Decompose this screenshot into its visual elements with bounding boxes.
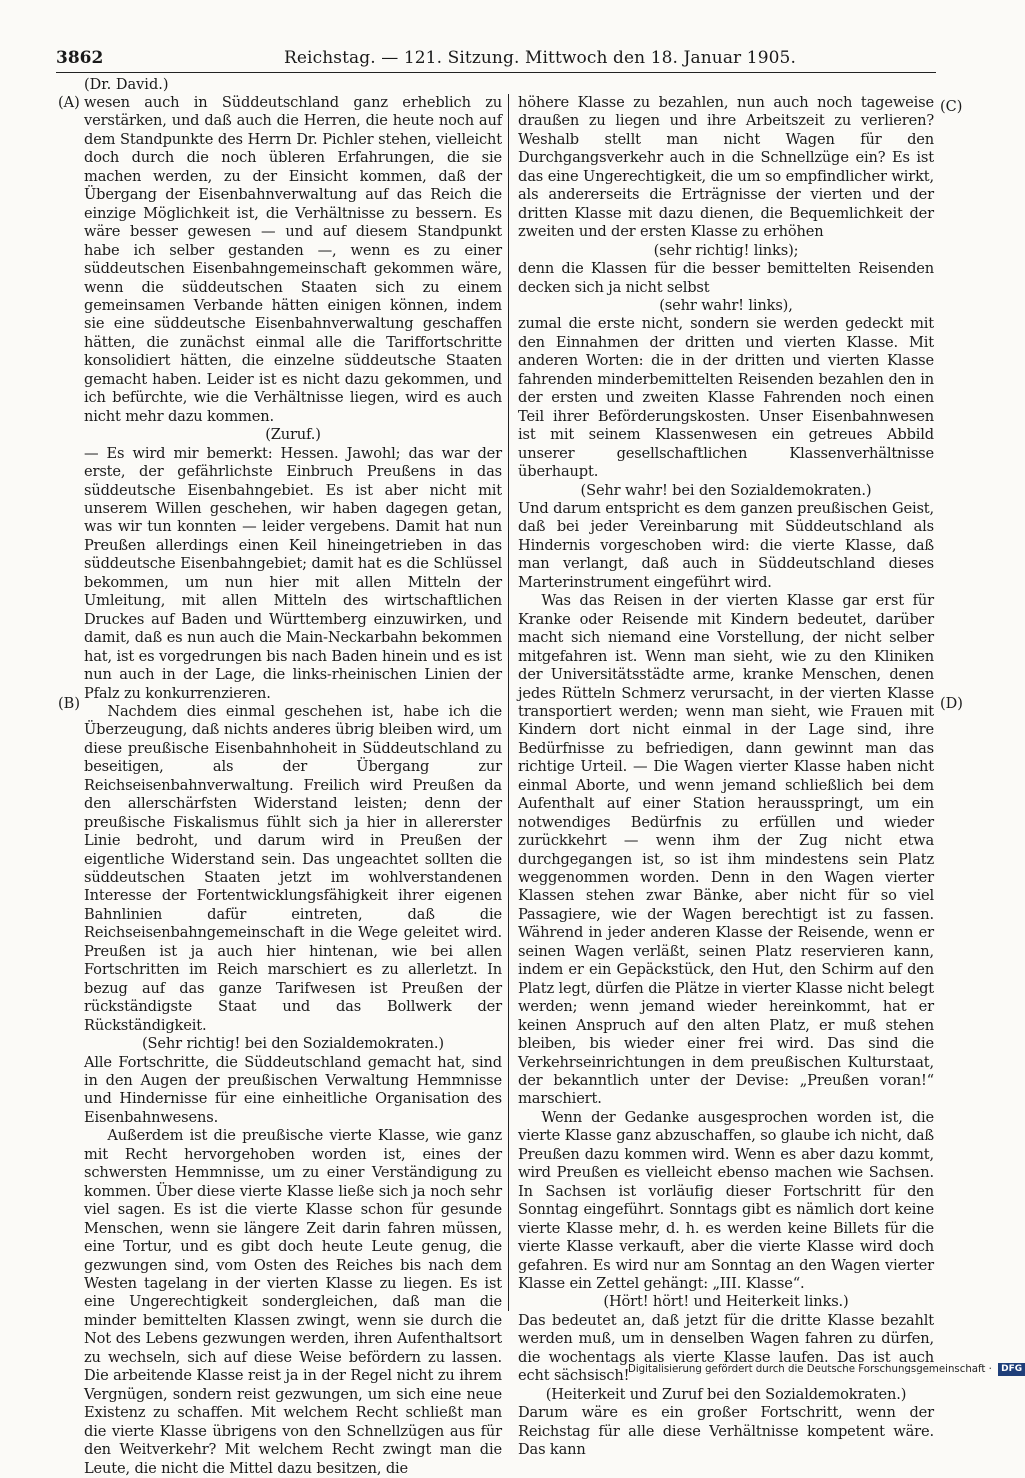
paragraph: Nachdem dies einmal geschehen ist, habe ich die Überzeugung, daß nichts anderes übrig bleiben wird, um diese preußische Eisenbahnhoheit in Süddeutschland zu beseitigen, als der Übergang zur Reichseisenbahnverwaltung. Freilich wird Preußen da den allerschärfsten Widerstand leisten; denn der preußische Fiskalismus fühlt sich ja hier in allererster Linie bedroht, und darum wird in Preußen der eigentliche Widerstand sein. Das ungeachtet sollten die süddeutschen Staaten jetzt im wohlverstandenen Interesse der Fortentwicklungsfähigkeit ihrer eigenen Bahnlinien dafür eintreten, daß die Reichseisenbahngemeinschaft in die Wege geleitet wird. Preußen ist ja auch hier hintenan, wie bei allen Fortschritten im Reich marschiert es zu allerletzt. In bezug auf das ganze Tarifwesen ist Preußen der rückständigste Staat und das Bollwerk der Rückständigkeit. xyxy=(84,702,502,1034)
paragraph: zumal die erste nicht, sondern sie werden gedeckt mit den Einnahmen der dritten und vierten Klasse. Mit anderen Worten: die in der dritten und vierten Klasse fahrenden minderbemittelten Reisenden bezahlen den in der ersten und zweiten Klasse Fahrenden noch einen Teil ihrer Beförderungskosten. Unser Eisenbahnwesen ist mit seinem Klassenwesen ein getreues Abbild unserer gesellschaftlichen Klassenverhältnisse überhaupt. xyxy=(518,315,934,481)
interjection: (Heiterkeit und Zuruf bei den Sozialdemokraten.) xyxy=(545,1385,907,1403)
interjection: (sehr wahr! links), xyxy=(659,296,793,314)
paragraph: denn die Klassen für die besser bemittelten Reisenden decken sich ja nicht selbst xyxy=(518,260,934,296)
running-title: Reichstag. — 121. Sitzung. Mittwoch den 18. Januar 1905. xyxy=(284,48,796,68)
margin-mark-d: (D) xyxy=(940,696,963,712)
right-column xyxy=(518,94,934,1460)
paragraph: Wenn der Gedanke ausgesprochen worden ist, die vierte Klasse ganz abzuschaffen, so glaube ich nicht, daß Preußen dazu kommen wird. Wenn es aber dazu kommt, wird Preußen es vielleicht ebenso machen wie Sachsen. In Sachsen ist vorläufig dieser Fortschritt für den Sonntag eingeführt. Sonntags gibt es nämlich dort keine vierte Klasse mehr, d. h. es werden keine Billets für die vierte Klasse verkauft, aber die vierte Klasse wird doch gefahren. Es wird nur am Sonntag an den Wagen vierter Klasse ein Zettel gehängt: „III. Klasse“. xyxy=(518,1108,934,1292)
footer-text: Digitalisierung gefördert durch die Deutsche Forschungsgemeinschaft · xyxy=(628,1364,992,1375)
paragraph: Außerdem ist die preußische vierte Klasse, wie ganz mit Recht hervorgehoben worden ist, eines der schwersten Hemmnisse, um zu einer Verständigung zu kommen. Über diese vierte Klasse ließe sich ja noch sehr viel sagen. Es ist die vierte Klasse schon für gesunde Menschen, wenn sie längere Zeit darin fahren müssen, eine Tortur, und es gibt doch heute Leute genug, die gezwungen sind, vom Osten des Reiches bis nach dem Westen tagelang in der vierten Klasse zu liegen. Es ist eine Ungerechtigkeit sondergleichen, daß man die minder bemittelten Klassen zwingt, wenn sie durch die Not des Lebens gezwungen werden, ihren Aufenthaltsort zu wechseln, sich auf diese Weise befördern zu lassen. Die arbeitende Klasse reist ja in der Regel nicht zu ihrem Vergnügen, sondern reist gezwungen, um sich eine neue Existenz zu schaffen. Mit welchem Recht schließt man die vierte Klasse übrigens von den Schnellzügen aus für den Weitverkehr? Mit welchem Recht zwingt man die Leute, die nicht die Mittel dazu besitzen, die xyxy=(84,1127,502,1477)
paragraph: — Es wird mir bemerkt: Hessen. Jawohl; das war der erste, der gefährlichste Einbruch Preußens in das süddeutsche Eisenbahngebiet. Es ist aber nicht mit unserem Willen geschehen, wir haben dagegen getan, was wir tun konnten — leider vergebens. Damit hat nun Preußen allerdings einen Keil hineingetrieben in das süddeutsche Eisenbahngebiet; damit hat es die Schlüssel bekommen, um nun hier mit allen Mitteln der Umleitung, mit allen Mitteln des wirtschaftlichen Druckes auf Baden und Württemberg einzuwirken, und damit, daß es nun auch die Main-Neckarbahn bekommen hat, ist es vorgedrungen bis nach Baden hinein und es ist nun auch in der Lage, die links-rheinischen Linien der Pfalz zu konkurrenzieren. xyxy=(84,444,502,702)
page-header xyxy=(56,45,938,71)
paragraph: Darum wäre es ein großer Fortschritt, wenn der Reichstag für alle diese Verhältnisse kompetent wäre. Das kann xyxy=(518,1404,934,1459)
interjection: (Hört! hört! und Heiterkeit links.) xyxy=(603,1293,849,1311)
interjection: (sehr richtig! links); xyxy=(653,241,799,259)
footer-credit xyxy=(628,1362,1023,1378)
interjection: (Sehr richtig! bei den Sozialdemokraten.) xyxy=(142,1035,444,1053)
margin-mark-c: (C) xyxy=(940,99,963,115)
margin-mark-a: (A) xyxy=(58,95,80,111)
margin-mark-b: (B) xyxy=(58,696,80,712)
interjection: (Zuruf.) xyxy=(265,426,321,444)
speaker-label: (Dr. David.) xyxy=(84,77,169,93)
interjection: (Sehr wahr! bei den Sozialdemokraten.) xyxy=(580,481,872,499)
paragraph: höhere Klasse zu bezahlen, nun auch noch tageweise draußen zu liegen und ihre Arbeitszeit zu verlieren? Weshalb stellt man nicht Wagen für den Durchgangsverkehr auch in die Schnellzüge ein? Es ist das eine Ungerechtigkeit, die um so empfindlicher wirkt, als andererseits die Erträgnisse der vierten und der dritten Klasse mit dazu dienen, die Bequemlichkeit der zweiten und der ersten Klasse zu erhöhen xyxy=(518,94,934,241)
page-number: 3862 xyxy=(56,48,104,68)
paragraph: Das bedeutet an, daß jetzt für die dritte Klasse bezahlt werden muß, um in denselben Wagen fahren zu dürfen, die wochentags als vierte Klasse laufen. Das ist auch echt sächsisch! xyxy=(518,1311,934,1385)
header-rule xyxy=(56,72,936,73)
column-rule xyxy=(508,94,509,1311)
dfg-logo: DFG xyxy=(998,1363,1025,1376)
left-column xyxy=(84,94,502,1478)
paragraph: wesen auch in Süddeutschland ganz erheblich zu verstärken, und daß auch die Herren, die heute noch auf dem Standpunkte des Herrn Dr. Pichler stehen, vielleicht doch durch die noch übleren Erfahrungen, die sie machen werden, zu der Einsicht kommen, daß der Übergang der Eisenbahnverwaltung auf das Reich die einzige Möglichkeit ist, die Verhältnisse zu bessern. Es wäre besser gewesen — und auf diesem Standpunkt habe ich selber gestanden —, wenn es zu einer süddeutschen Eisenbahngemeinschaft gekommen wäre, wenn die süddeutschen Staaten sich zu einem gemeinsamen Verbande hätten einigen können, indem sie eine süddeutsche Eisenbahnverwaltung geschaffen hätten, die zunächst einmal alle die Tariffortschritte konsolidiert hätten, die einzelne süddeutsche Staaten gemacht haben. Leider ist es nicht dazu gekommen, und ich befürchte, wie die Verhältnisse liegen, wird es auch nicht mehr dazu kommen. xyxy=(84,94,502,425)
paragraph: Und darum entspricht es dem ganzen preußischen Geist, daß bei jeder Vereinbarung mit Süddeutschland als Hindernis vorgeschoben wird: die vierte Klasse, daß man verlangt, daß auch in Süddeutschland dieses Marterinstrument eingeführt wird. xyxy=(518,499,934,591)
paragraph: Alle Fortschritte, die Süddeutschland gemacht hat, sind in den Augen der preußischen Verwaltung Hemmnisse und Hindernisse für eine einheitliche Organisation des Eisenbahnwesens. xyxy=(84,1053,502,1126)
paragraph: Was das Reisen in der vierten Klasse gar erst für Kranke oder Reisende mit Kindern bedeutet, darüber macht sich niemand eine Vorstellung, der nicht selber mitgefahren ist. Wenn man sieht, wie zu den Kliniken der Universitätsstädte arme, kranke Menschen, denen jedes Rütteln Schmerz verursacht, in der vierten Klasse transportiert werden; wenn man sieht, wie Frauen mit Kindern dort nicht einmal in der Lage sind, ihre Bedürfnisse zu befriedigen, dann gewinnt man das richtige Urteil. — Die Wagen vierter Klasse haben nicht einmal Aborte, und wenn jemand schließlich bei dem Aufenthalt auf einer Station herausspringt, um ein notwendiges Bedürfnis zu erfüllen und wieder zurückkehrt — wenn ihm der Zug nicht etwa durchgegangen ist, so ist ihm mindestens sein Platz weggenommen worden. Denn in den Wagen vierter Klassen stehen zwar Bänke, aber nicht für so viel Passagiere, wie der Wagen berechtigt ist zu fassen. Während in jeder anderen Klasse der Reisende, wenn er seinen Wagen verläßt, seinen Platz reservieren kann, indem er ein Gepäckstück, den Hut, den Schirm auf den Platz legt, dürfen die Plätze in vierter Klasse nicht belegt werden; wenn jemand wieder hereinkommt, hat er keinen Anspruch auf den alten Platz, er muß stehen bleiben, bis wieder einer frei wird. Das sind die Verkehrseinrichtungen in dem preußischen Kulturstaat, der bekanntlich unter der Devise: „Preußen voran!“ marschiert. xyxy=(518,592,934,1108)
